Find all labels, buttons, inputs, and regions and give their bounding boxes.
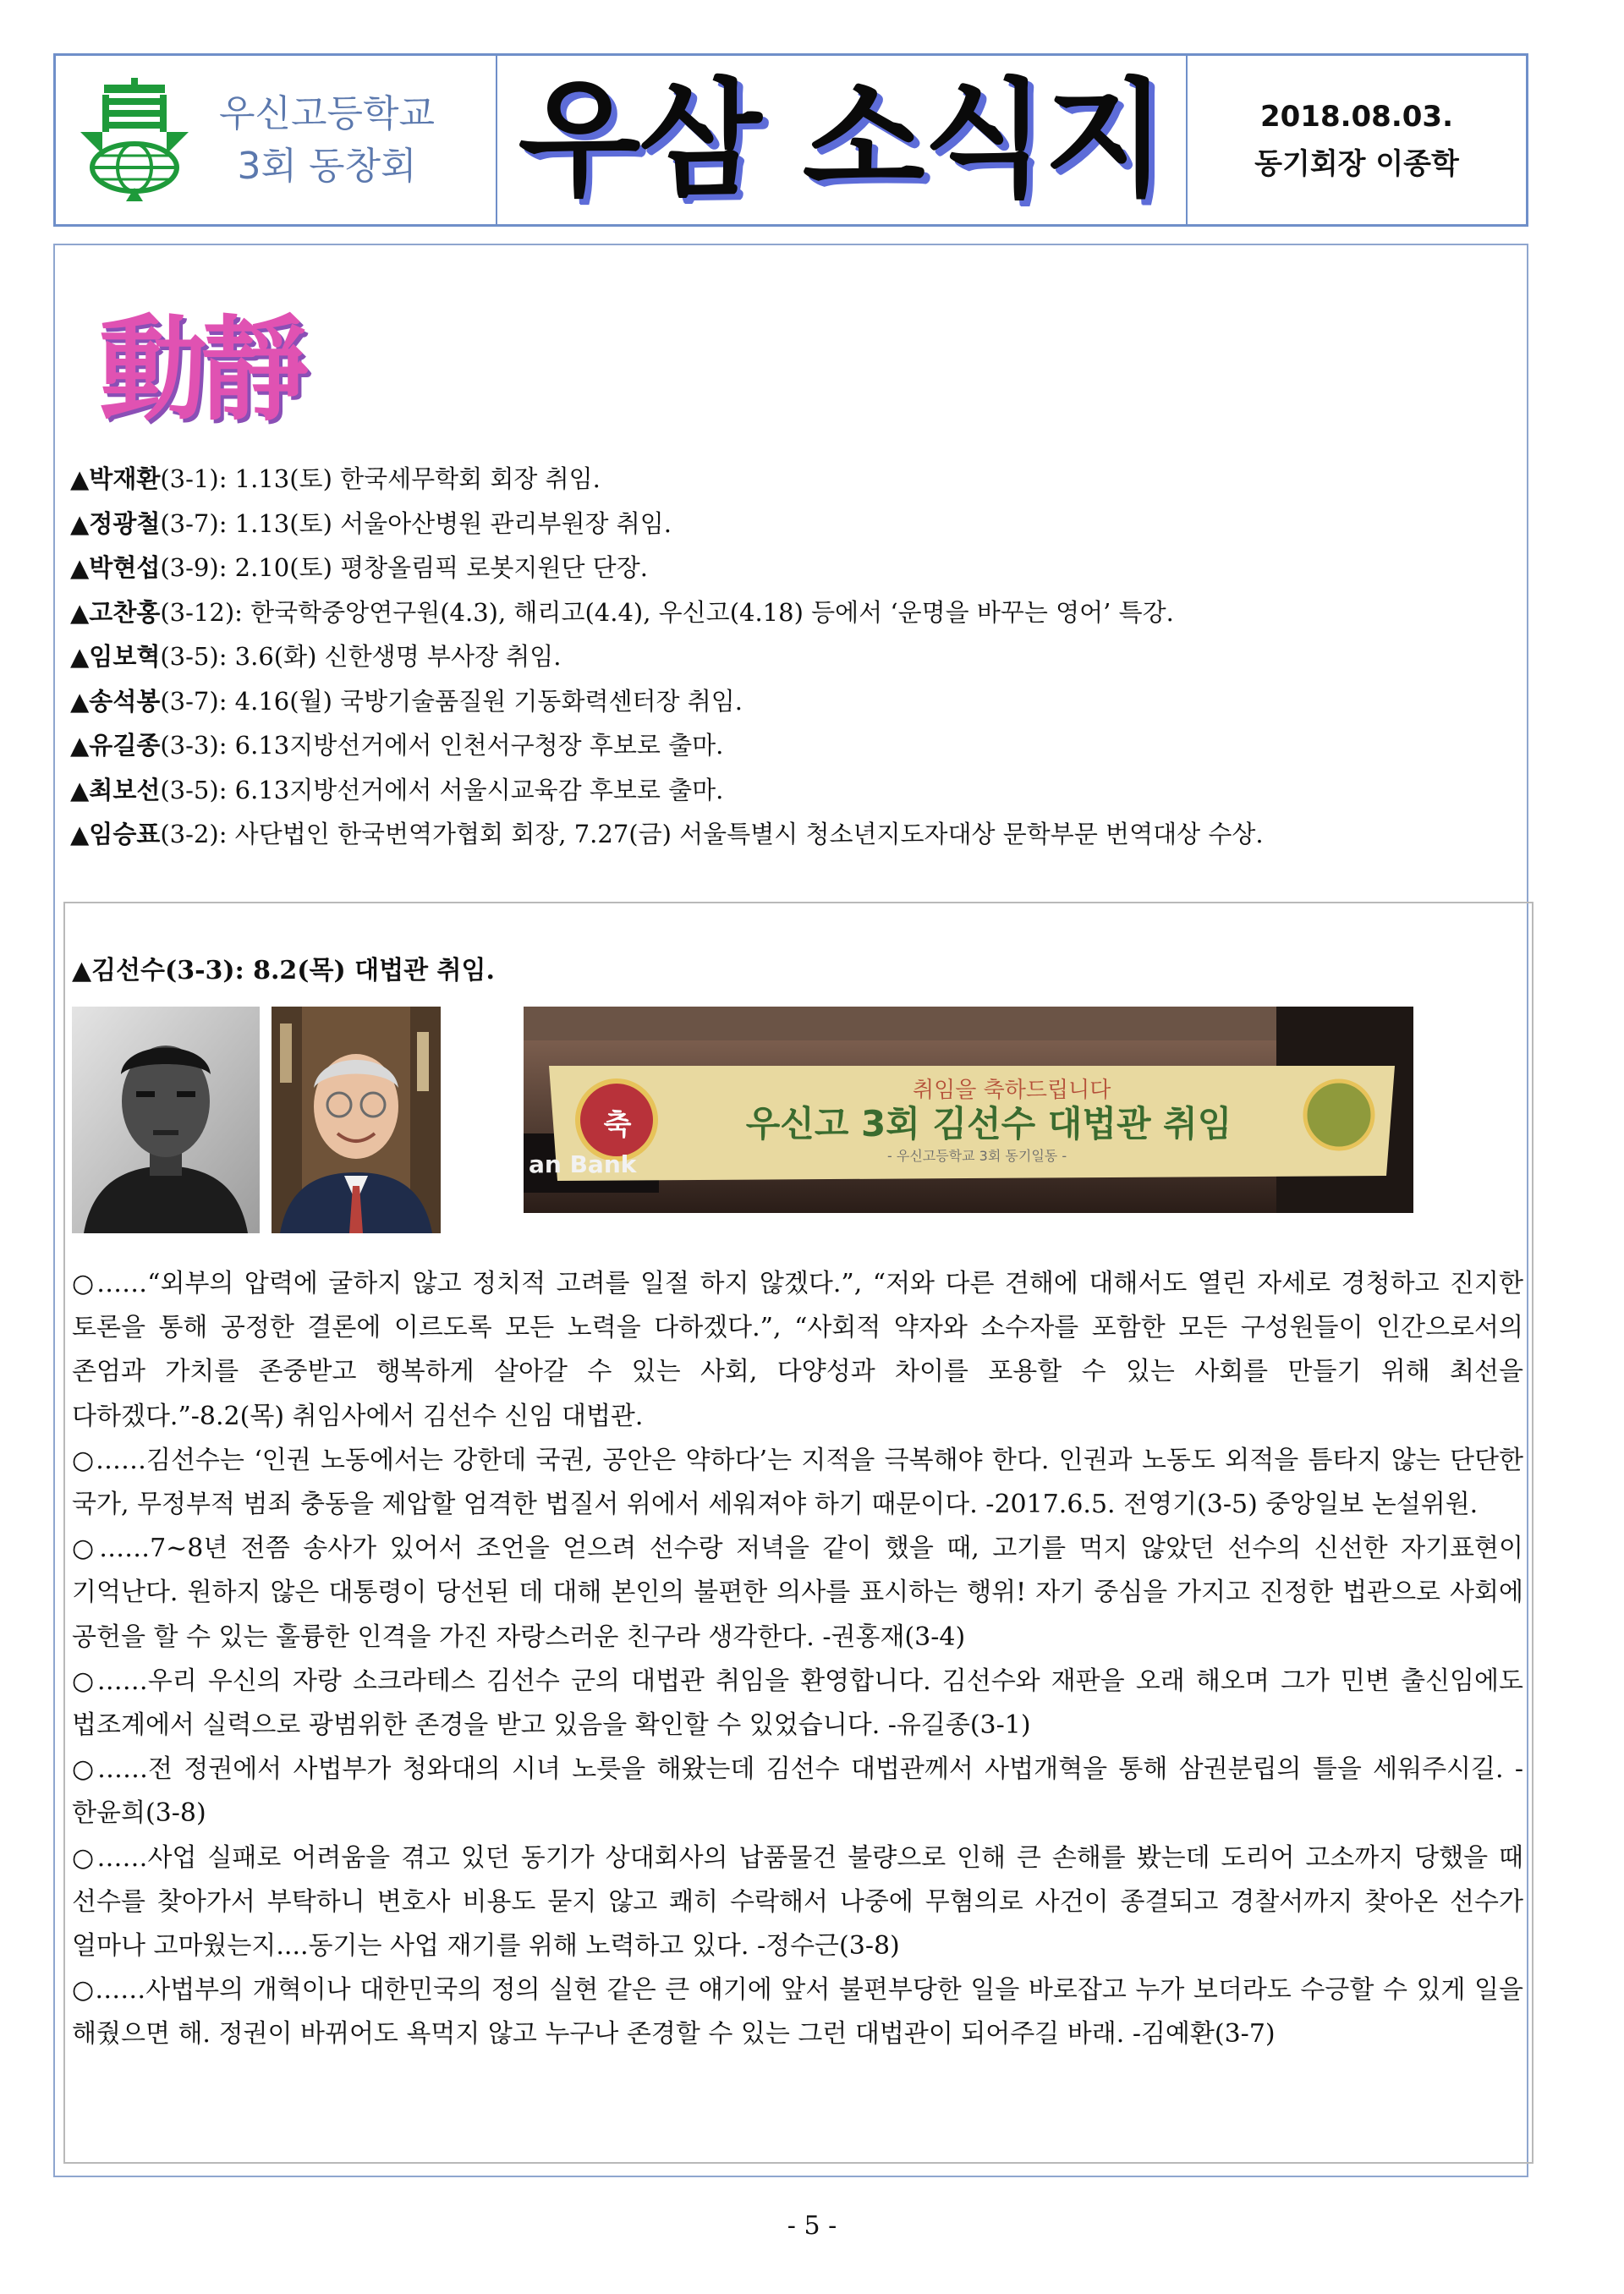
yearbook-photo — [72, 1007, 260, 1233]
news-item-text: (3-1): 1.13(토) 한국세무학회 회장 취임. — [160, 464, 601, 493]
news-item — [70, 679, 1508, 724]
news-item-text: (3-5): 6.13지방선거에서 서울시교육감 후보로 출마. — [160, 775, 724, 804]
news-item — [70, 812, 1508, 857]
quotes-list — [72, 1262, 1523, 2057]
banner-sub-text: - 우신고등학교 3회 동기일동 - — [887, 1148, 1067, 1164]
quote-paragraph: ○……전 정권에서 사법부가 청와대의 시녀 노릇을 해왔는데 김선수 대법관께서 사법개혁을 통해 삼권분립의 틀을 세워주시길. -한윤희(3-8) — [72, 1754, 1523, 1829]
section-title: 動靜 — [99, 304, 303, 437]
quote-paragraph: ○……“외부의 압력에 굴하지 않고 정치적 고려를 일절 하지 않겠다.”, “저와 다른 견해에 대해서도 열린 자세로 경청하고 진지한 토론을 통해 공정한 결론에 이르도록 모든 노력을 다하겠다.”, “사회적 약자와 소수자를 포함한 모든 구성원들이 인간으로서의 존엄과 가치를 존중받고 행복하게 살아갈 수 있는 사회, 다양성과 차이를 포용할 수 있는 사회를 만들기 위해 최선을 다하겠다.”-8.2(목) 취임사에서 김선수 신임 대법관. — [72, 1269, 1523, 1431]
quote-paragraph: ○……우리 우신의 자랑 소크라테스 김선수 군의 대법관 취임을 환영합니다. 김선수와 재판을 오래 해오며 그가 민변 출신임에도 법조계에서 실력으로 광범위한 존경을 받고 있음을 확인할 수 있었습니다. -유길종(3-1) — [72, 1666, 1523, 1741]
news-item-name: ▲박현섭 — [70, 553, 161, 582]
bank-sign-text: an Bank — [529, 1150, 637, 1178]
news-item-name: ▲유길종 — [70, 731, 161, 760]
news-item-text: (3-9): 2.10(토) 평창올림픽 로봇지원단 단장. — [160, 553, 648, 582]
header-meta-cell — [1188, 56, 1526, 224]
news-list — [70, 457, 1508, 857]
newsletter-title: 우삼 소식지 — [518, 66, 1166, 214]
issue-date: 2018.08.03. — [1259, 99, 1453, 134]
news-item — [70, 457, 1508, 502]
banner-badge: 축 — [603, 1108, 632, 1142]
portrait-photo — [272, 1007, 441, 1233]
issue-author: 동기회장 이종학 — [1254, 146, 1459, 181]
feature-box — [63, 902, 1533, 2164]
quote-paragraph: ○……사업 실패로 어려움을 겪고 있던 동기가 상대회사의 납품물건 불량으로 인해 큰 손해를 봤는데 도리어 고소까지 당했을 때 선수를 찾아가서 부탁하니 변호사 비용도 묻지 않고 쾌히 수락해서 나중에 무혐의로 사건이 종결되고 경찰서까지 찾아온 선수가 얼마나 고마웠는지....동기는 사업 재기를 위해 노력하고 있다. -정수근(3-8) — [72, 1842, 1523, 1962]
news-item-text: (3-3): 6.13지방선거에서 인천서구청장 후보로 출마. — [160, 731, 724, 760]
quote-paragraph: ○……김선수는 ‘인권 노동에서는 강한데 국권, 공안은 약하다’는 지적을 극복해야 한다. 인권과 노동도 외적을 틈타지 않는 단단한 국가, 무정부적 범죄 충동을 제압할 엄격한 법질서 위에서 세워져야 하기 때문이다. -2017.6.5. 전영기(3-5) 중앙일보 논설위원. — [72, 1445, 1523, 1520]
header-title-cell — [497, 56, 1188, 224]
news-item-name: ▲고찬홍 — [70, 597, 161, 627]
congratulation-banner-photo — [524, 1007, 1413, 1213]
news-item — [70, 723, 1508, 768]
quote-paragraph: ○……사법부의 개혁이나 대한민국의 정의 실현 같은 큰 얘기에 앞서 불편부당한 일을 바로잡고 누가 보더라도 수긍할 수 있게 일을 해줬으면 해. 정권이 바뀌어도 욕먹지 않고 누구나 존경할 수 있는 그런 대법관이 되어주길 바래. -김예환(3-7) — [72, 1975, 1523, 2050]
school-emblem-icon — [65, 73, 204, 208]
feature-heading: ▲김선수(3-3): 8.2(목) 대법관 취임. — [72, 956, 495, 985]
news-item-name: ▲박재환 — [70, 464, 161, 493]
news-item — [70, 768, 1508, 813]
quote-paragraph: ○……7~8년 전쯤 송사가 있어서 조언을 얻으려 선수랑 저녁을 같이 했을 때, 고기를 먹지 않았던 선수의 신선한 자기표현이 기억난다. 원하지 않은 대통령이 당선된 데 대해 본인의 불편한 의사를 표시하는 행위! 자기 중심을 가지고 진정한 법관으로 사회에 공헌을 할 수 있는 훌륭한 인격을 가진 자랑스러운 친구라 생각한다. -권홍재(3-4) — [72, 1534, 1523, 1652]
news-item-name: ▲정광철 — [70, 508, 161, 538]
news-item-name: ▲임보혁 — [70, 642, 161, 671]
school-name — [219, 88, 435, 193]
banner-top-text: 취임을 축하드립니다 — [913, 1078, 1111, 1103]
news-item-name: ▲최보선 — [70, 775, 161, 804]
school-name-line1: 우신고등학교 — [219, 91, 436, 135]
news-item-text: (3-7): 1.13(토) 서울아산병원 관리부원장 취임. — [160, 508, 672, 538]
header-left-cell — [56, 56, 497, 224]
news-item — [70, 634, 1508, 679]
school-name-line2: 3회 동창회 — [237, 144, 417, 188]
news-item-name: ▲임승표 — [70, 820, 161, 848]
news-item-text: (3-12): 한국학중앙연구원(4.3), 해리고(4.4), 우신고(4.18) 등에서 ‘운명을 바꾸는 영어’ 특강. — [160, 597, 1174, 627]
banner-main-text: 우신고 3회 김선수 대법관 취임 — [745, 1103, 1232, 1144]
page-number: - 5 - — [787, 2211, 837, 2241]
news-item — [70, 502, 1508, 546]
news-item — [70, 590, 1508, 635]
news-frame — [53, 244, 1528, 2177]
newsletter-header — [53, 53, 1528, 227]
news-item-text: (3-2): 사단법인 한국번역가협회 회장, 7.27(금) 서울특별시 청소년지도자대상 문학부문 번역대상 수상. — [160, 820, 1264, 848]
news-item-name: ▲송석봉 — [70, 686, 161, 716]
news-item — [70, 546, 1508, 590]
news-item-text: (3-7): 4.16(월) 국방기술품질원 기동화력센터장 취임. — [160, 686, 743, 716]
news-item-text: (3-5): 3.6(화) 신한생명 부사장 취임. — [160, 642, 562, 671]
